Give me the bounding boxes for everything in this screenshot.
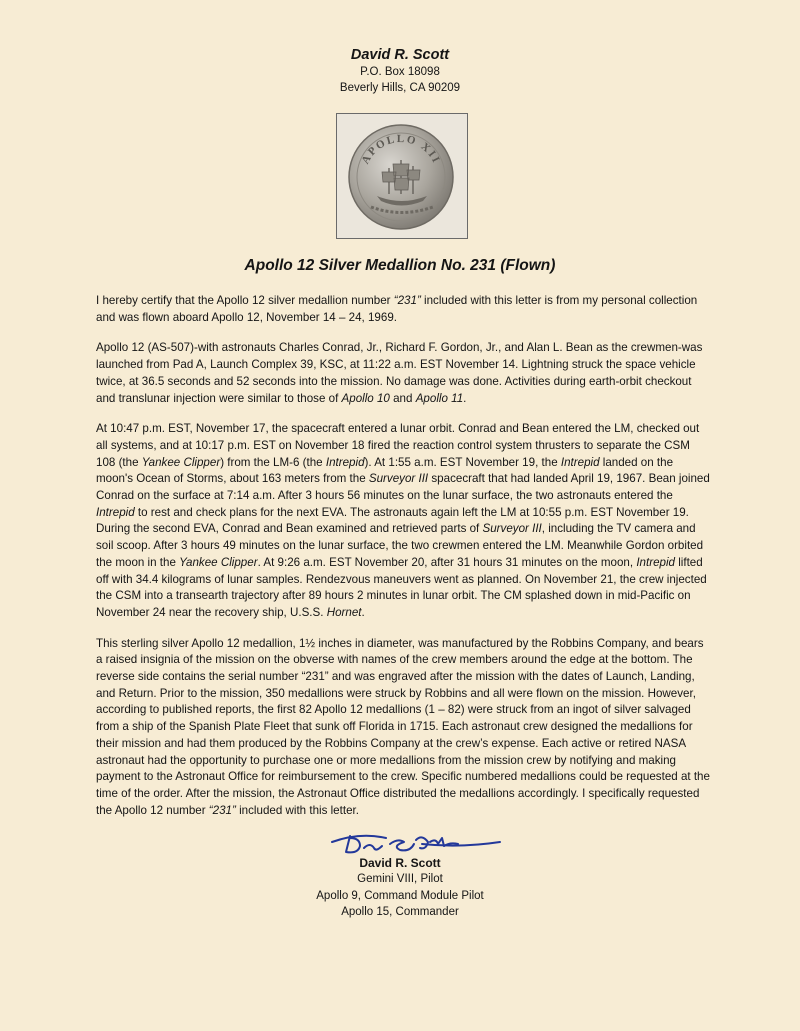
- text-run: ) from the LM-6 (the: [220, 455, 326, 469]
- medallion-image: [337, 114, 466, 237]
- text-run: .: [361, 605, 365, 619]
- text-run: This sterling silver Apollo 12 medallion, 1½ inches in diameter, was manufactured by the Robbins Company, and bears a raised insignia of the mission on the obverse with names of the crew members around the edge at the bottom. The reverse side contains the serial number “231” and was engraved after the mission with the dates of Launch, Landing, and Return. Prior to the mission, 350 medallions were struck by Robbins and all were flown on the mission. However, according to published reports, the first 82 Apollo 12 medallions (1 – 82) were struck from an ingot of silver salvaged from a ship of the Spanish Plate Fleet that sunk off Florida in 1715. Each astronaut crew designed the medallions for their mission and had them produced by the Robbins Company at the crew’s expense. Each active or retired NASA astronaut had the opportunity to purchase one or more medallions from the mission crew by notifying and making payment to the Astronaut Office for reimbursement to the crew. Specific numbered medallions could be requested at the time of the order. After the mission, the Astronaut Office distributed the medallions accordingly. I specifically requested the Apollo 12 number: [96, 636, 710, 817]
- italic-text: “231”: [393, 294, 421, 307]
- medallion-top-text: APOLLO XII: [359, 132, 443, 167]
- text-run: At 10:47 p.m. EST, November 17, the spacecraft entered a lunar orbit. Conrad and Bean entered the LM, checked out all systems, and at 10:17 p.m. EST on November 18 fired the reaction control system thrusters to separate the CSM 108 (the: [96, 422, 700, 469]
- text-run: , including the TV camera and soil scoop. After 3 hours 49 minutes on the lunar surface, the two crewmen entered the LM. Meanwhile Gordon orbited the moon in the: [96, 522, 704, 569]
- text-run: included with this letter.: [235, 803, 359, 817]
- signatory-credential-1: Gemini VIII, Pilot: [357, 873, 443, 885]
- text-run: Apollo 12 (AS-507)-with astronauts Charles Conrad, Jr., Richard F. Gordon, Jr., and Alan L. Bean as the crewmen-was launched from Pad A, Launch Complex 39, KSC, at 11:22 a.m. EST November 14. Lightning struck the space vehicle twice, at 36.5 seconds and 52 seconds into the mission. No damage was done. Activities during earth-orbit checkout and translunar injection were similar to those of: [96, 341, 703, 405]
- letterhead-address-line-2: Beverly Hills, CA 90209: [339, 82, 461, 94]
- paragraph-mission-launch: [96, 340, 712, 407]
- text-run: and: [389, 391, 416, 405]
- signatory-credential-2: Apollo 9, Command Module Pilot: [316, 889, 484, 902]
- letterhead-name: David R. Scott: [350, 47, 450, 63]
- text-run: landed on the moon's Ocean of Storms, about 163 meters from the: [96, 455, 674, 486]
- paragraph-lunar-operations: [96, 421, 712, 621]
- text-run: I hereby certify that the Apollo 12 silver medallion number: [96, 294, 394, 307]
- text-run: lifted off with 34.4 kilograms of lunar samples. Rendezvous maneuvers went as planned. On November 21, the crew injected the CSM into a transearth trajectory after 89 hours 2 minutes in lunar orbit. The CM splashed down in mid-Pacific on November 24 near the recovery ship, U.S.S.: [96, 555, 707, 619]
- italic-text: Intrepid: [560, 455, 600, 469]
- italic-text: Yankee Clipper: [179, 555, 258, 569]
- page-title: Apollo 12 Silver Medallion No. 231 (Flown): [244, 257, 556, 274]
- italic-text: Yankee Clipper: [141, 455, 221, 469]
- signature-block: [0, 855, 800, 921]
- text-run: to rest and check plans for the next EVA. The astronauts again left the LM at 10:55 p.m. EST November 19. During the second EVA, Conrad and Bean examined and retrieved parts of: [96, 505, 689, 536]
- medallion-photo: [336, 113, 468, 239]
- text-run: ). At 1:55 a.m. EST November 19, the: [364, 455, 561, 469]
- letterhead: [0, 46, 800, 96]
- text-run: included with this letter is from my personal collection and was flown aboard Apollo 12, November 14 – 24, 1969.: [96, 294, 698, 324]
- italic-text: Apollo 10: [341, 391, 390, 405]
- italic-text: Intrepid: [636, 555, 675, 569]
- letterhead-address-line-1: P.O. Box 18098: [360, 66, 440, 78]
- paragraph-certification: [96, 293, 712, 326]
- italic-text: “231”: [208, 803, 236, 817]
- signatory-credential-3: Apollo 15, Commander: [341, 906, 459, 918]
- letter-body: [96, 293, 712, 833]
- italic-text: Intrepid: [96, 505, 135, 519]
- italic-text: Apollo 11: [415, 391, 464, 405]
- text-run: .: [463, 391, 467, 405]
- text-run: spacecraft that had landed April 19, 1967. Bean joined Conrad on the surface at 7:14 a.m. After 3 hours 56 minutes on the lunar surface, the two astronauts entered the: [96, 472, 710, 503]
- italic-text: Intrepid: [325, 455, 365, 469]
- italic-text: Surveyor III: [368, 472, 429, 486]
- italic-text: Surveyor III: [482, 522, 542, 536]
- italic-text: Hornet: [326, 605, 362, 619]
- signatory-name: David R. Scott: [359, 856, 441, 870]
- text-run: . At 9:26 a.m. EST November 20, after 31 hours 31 minutes on the moon,: [257, 555, 637, 569]
- paragraph-medallion-history: [96, 636, 712, 820]
- handwritten-signature: [330, 828, 505, 858]
